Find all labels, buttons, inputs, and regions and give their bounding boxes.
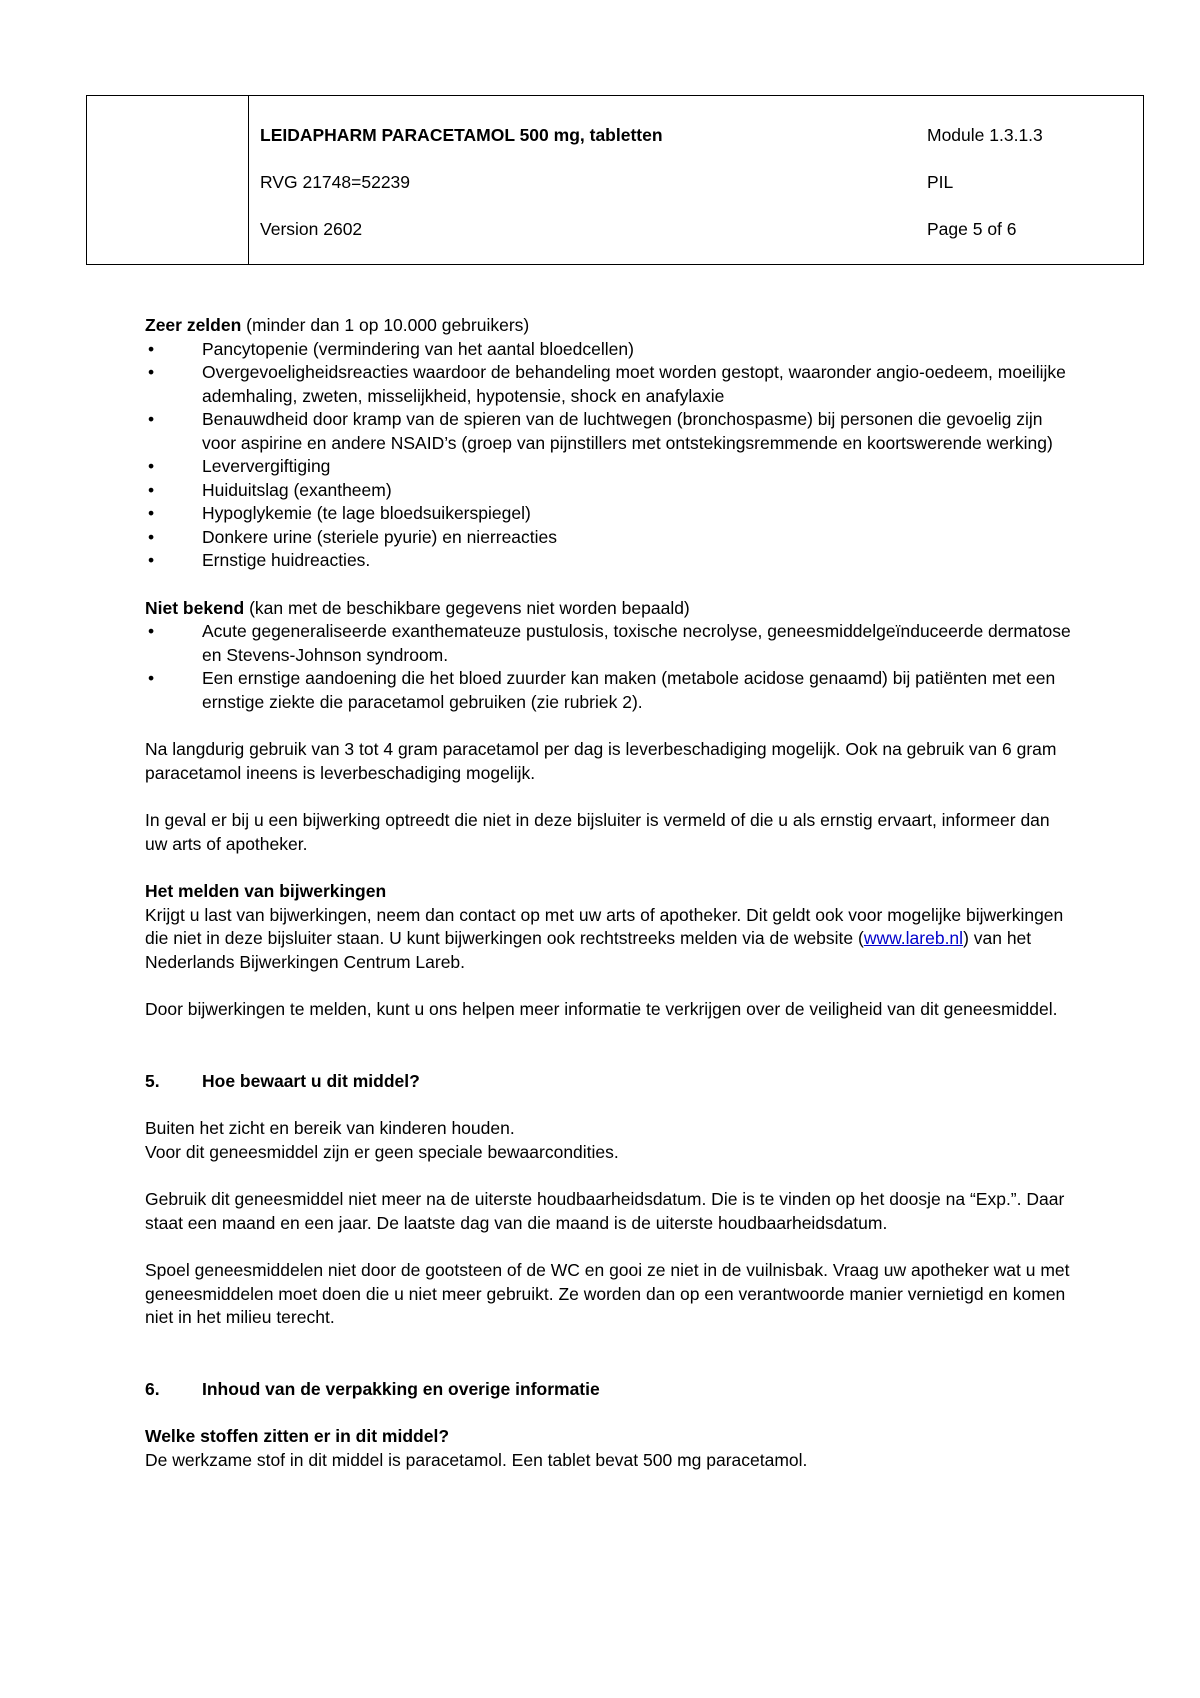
list-item: • Overgevoeligheidsreacties waardoor de behandeling moet worden gestopt, waaronder angio-oedeem, moeilijke ademhaling, zweten, misselijkheid, hypotensie, shock en anafylaxie: [148, 362, 1066, 406]
storage-line-2: Voor dit geneesmiddel zijn er geen speciale bewaarcondities.: [145, 1141, 619, 1162]
lareb-link[interactable]: www.lareb.nl: [863, 928, 964, 948]
list-item: • Leververgiftiging: [148, 456, 331, 476]
disposal-paragraph: Spoel geneesmiddelen niet door de gootsteen of de WC en gooi ze niet in de vuilnisbak. Vraag uw apotheker wat u met geneesmiddelen moet doen die u niet meer gebruikt. Ze worden dan op een verantwoorde manier vernietigd en komen niet in het milieu terecht.: [145, 1260, 1070, 1327]
very-rare-list: [145, 338, 1075, 573]
document-body: [145, 314, 1075, 1472]
unknown-frequency-heading: Niet bekend (kan met de beschikbare gegevens niet worden bepaald): [145, 597, 690, 618]
side-effect-notice: In geval er bij u een bijwerking optreedt die niet in deze bijsluiter is vermeld of die u als ernstig ervaart, informeer dan uw arts of apotheker.: [145, 810, 1050, 854]
unknown-frequency-list: [145, 620, 1075, 714]
list-item: • Benauwdheid door kramp van de spieren van de luchtwegen (bronchospasme) bij personen die gevoelig zijn voor aspirine en andere NSAID’s (groep van pijnstillers met ontstekingsremmende en koortswerende werking): [148, 409, 1053, 453]
reporting-heading: Het melden van bijwerkingen: [145, 881, 387, 901]
rvg-number: RVG 21748=52239: [260, 172, 411, 192]
section-5-heading: 5. Hoe bewaart u dit middel?: [145, 1070, 420, 1091]
version-label: Version 2602: [260, 219, 363, 239]
storage-line-1: Buiten het zicht en bereik van kinderen houden.: [145, 1118, 515, 1138]
list-item: • Huiduitslag (exantheem): [148, 479, 392, 500]
module-label: Module 1.3.1.3: [927, 125, 1043, 145]
list-item: • Donkere urine (steriele pyurie) en nierreacties: [148, 526, 558, 547]
page-number: Page 5 of 6: [927, 219, 1017, 239]
long-use-paragraph: Na langdurig gebruik van 3 tot 4 gram paracetamol per dag is leverbeschadiging mogelijk. Ook na gebruik van 6 gram paracetamol ineens is leverbeschadiging mogelijk.: [145, 739, 1057, 783]
list-item: • Een ernstige aandoening die het bloed zuurder kan maken (metabole acidose genaamd) bij patiënten met een ernstige ziekte die paracetamol gebruiken (zie rubriek 2).: [148, 668, 1056, 712]
reporting-paragraph: Krijgt u last van bijwerkingen, neem dan contact op met uw arts of apotheker. Dit geldt ook voor mogelijke bijwerkingen die niet in deze bijsluiter staan. U kunt bijwerkingen ook rechtstreeks melden via de website (www.lareb.nl) van het Nederlands Bijwerkingen Centrum Lareb.: [145, 904, 1064, 972]
list-item: • Ernstige huidreacties.: [148, 550, 371, 570]
active-substance-paragraph: De werkzame stof in dit middel is paracetamol. Een tablet bevat 500 mg paracetamol.: [145, 1449, 808, 1470]
section-6-heading: 6. Inhoud van de verpakking en overige informatie: [145, 1378, 600, 1399]
product-name: LEIDAPHARM PARACETAMOL 500 mg, tabletten: [260, 125, 663, 145]
list-item: • Pancytopenie (vermindering van het aantal bloedcellen): [148, 338, 634, 359]
logo-cell: [87, 96, 249, 264]
list-item: • Acute gegeneraliseerde exanthemateuze pustulosis, toxische necrolyse, geneesmiddelgeïnduceerde dermatose en Stevens-Johnson syndroom.: [148, 621, 1071, 665]
ingredients-heading: Welke stoffen zitten er in dit middel?: [145, 1426, 450, 1446]
reporting-help-paragraph: Door bijwerkingen te melden, kunt u ons helpen meer informatie te verkrijgen over de veiligheid van dit geneesmiddel.: [145, 999, 1058, 1019]
very-rare-heading: Zeer zelden (minder dan 1 op 10.000 gebruikers): [145, 315, 530, 335]
document-type: PIL: [927, 172, 954, 192]
expiry-paragraph: Gebruik dit geneesmiddel niet meer na de uiterste houdbaarheidsdatum. Die is te vinden op het doosje na “Exp.”. Daar staat een maand en een jaar. De laatste dag van die maand is de uiterste houdbaarheidsdatum.: [145, 1189, 1065, 1233]
document-header: [86, 95, 1144, 265]
list-item: • Hypoglykemie (te lage bloedsuikerspiegel): [148, 503, 531, 523]
